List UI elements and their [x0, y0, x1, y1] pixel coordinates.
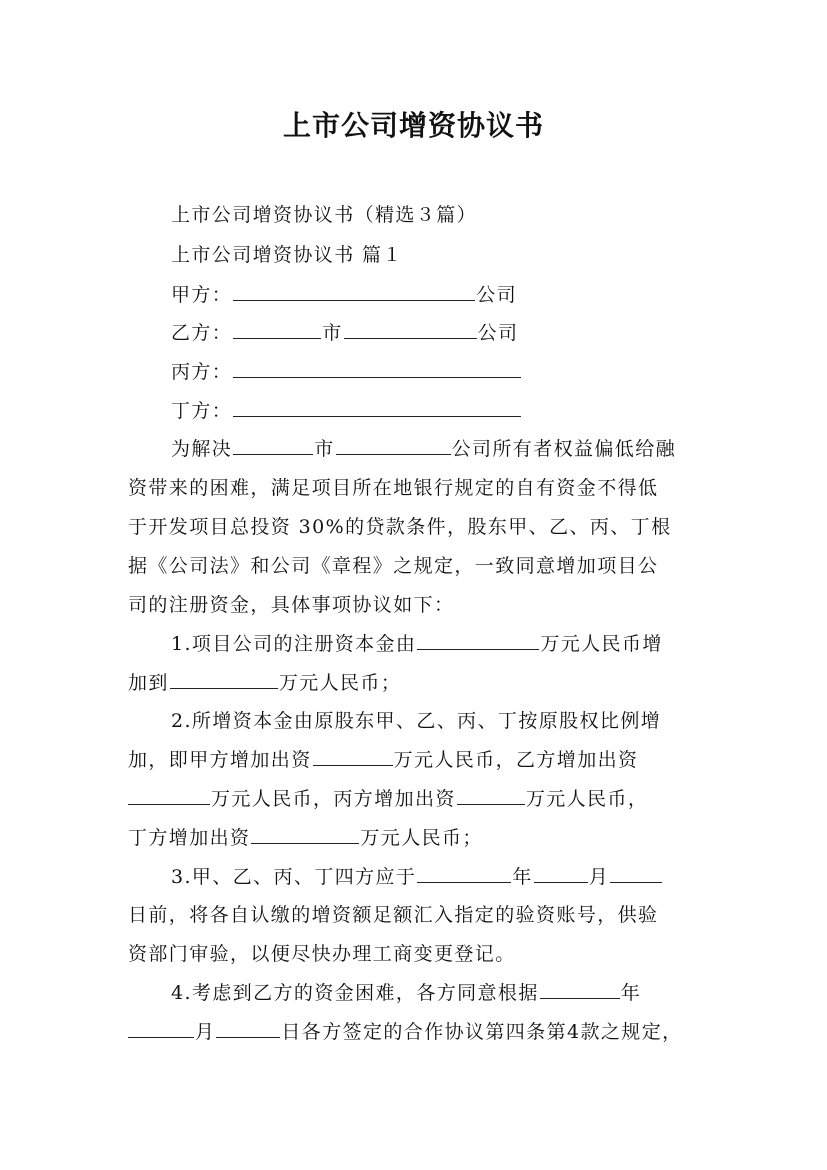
item-1-text-1a: 1.项目公司的注册资本金由: [171, 633, 417, 655]
subtitle-line: [171, 200, 746, 227]
party-b-city-blank: [233, 337, 321, 339]
item-4-day-blank: [216, 1036, 280, 1038]
intro-text-1a: 为解决: [171, 438, 233, 460]
party-b-mid: 市: [322, 322, 343, 344]
item-1-text-2b: 万元人民币；: [278, 672, 402, 694]
item-2-line-2: [128, 745, 703, 772]
item-3-text-1c: 月: [588, 866, 610, 888]
item-2-line-1: 2.所增资本金由原股东甲、乙、丙、丁按原股权比例增: [171, 710, 662, 732]
item-2-party-a-blank: [313, 764, 393, 766]
item-2-text-2b: 万元人民币，乙方增加出资: [393, 749, 639, 771]
item-2-text-3b: 万元人民币，: [525, 788, 649, 810]
item-3-month-blank: [534, 881, 588, 883]
item-1-line-1: [171, 629, 746, 656]
item-3-line-1: [171, 862, 746, 889]
intro-line-3: 于开发项目总投资 30%的贷款条件，股东甲、乙、丙、丁根: [128, 516, 672, 538]
party-c-label: 丙方：: [171, 361, 233, 383]
item-2-text-4a: 丁方增加出资: [128, 827, 251, 849]
party-c-line: [171, 357, 746, 384]
party-d-line: [171, 396, 746, 423]
item-3-year-blank: [417, 881, 511, 883]
party-a-blank: [233, 299, 475, 301]
item-2-text-4b: 万元人民币；: [360, 827, 483, 849]
item-2-line-3: [128, 784, 703, 811]
section-heading: [171, 240, 746, 267]
party-b-suffix: 公司: [477, 322, 519, 344]
section-heading-text: 上市公司增资协议书 篇１: [171, 244, 403, 266]
item-1-line-2: [128, 668, 703, 695]
item-4-month-blank: [128, 1036, 194, 1038]
item-4-year-blank: [540, 997, 620, 999]
item-3-day-blank: [610, 881, 662, 883]
item-1-text-2a: 加到: [128, 672, 169, 694]
intro-text-1c: 公司所有者权益偏低给融: [451, 438, 677, 460]
item-3-line-2: 日前，将各自认缴的增资额足额汇入指定的验资账号，供验: [128, 904, 659, 926]
item-4-line-2: [128, 1017, 703, 1044]
item-4-text-2a: 月: [195, 1021, 216, 1043]
item-2-text-3a: 万元人民币，丙方增加出资: [211, 788, 456, 810]
item-4-line-1: [171, 978, 746, 1005]
party-a-suffix: 公司: [476, 284, 518, 306]
intro-line-5: 司的注册资金，具体事项协议如下：: [128, 594, 455, 616]
item-1-to-blank: [170, 687, 278, 689]
intro-company-blank: [336, 453, 451, 455]
intro-city-blank: [233, 453, 313, 455]
item-4-text-1b: 年: [620, 982, 642, 1004]
intro-text-1b: 市: [314, 438, 335, 460]
item-3-text-1a: 3.甲、乙、丙、丁四方应于: [171, 866, 417, 888]
intro-line-2: 资带来的困难，满足项目所在地银行规定的自有资金不得低: [128, 477, 659, 499]
item-4-text-2b: 日各方签定的合作协议第四条第4款之规定，: [281, 1021, 683, 1043]
item-4-text-1a: 4.考虑到乙方的资金困难，各方同意根据: [171, 982, 539, 1004]
item-2-party-c-blank: [457, 803, 525, 805]
document-title: 上市公司增资协议书: [282, 109, 544, 142]
item-2-text-2a: 加，即甲方增加出资: [128, 749, 312, 771]
party-a-label: 甲方：: [171, 284, 233, 306]
party-a-line: [171, 280, 746, 307]
party-d-label: 丁方：: [171, 400, 233, 422]
intro-line-1: [171, 434, 746, 461]
party-b-line: [171, 318, 746, 345]
party-d-blank: [233, 415, 521, 417]
item-1-from-blank: [417, 648, 539, 650]
item-2-line-4: [128, 823, 703, 850]
subtitle-text: 上市公司增资协议书（精选３篇）: [171, 204, 478, 226]
item-2-party-b-blank: [128, 803, 210, 805]
party-b-company-blank: [344, 337, 477, 339]
item-3-line-3: 资部门审验，以便尽快办理工商变更登记。: [128, 943, 516, 965]
intro-line-4: 据《公司法》和公司《章程》之规定，一致同意增加项目公: [128, 555, 659, 577]
party-b-label: 乙方：: [171, 322, 233, 344]
party-c-blank: [233, 376, 521, 378]
item-3-text-1b: 年: [512, 866, 533, 888]
item-2-party-d-blank: [251, 842, 359, 844]
item-1-text-1b: 万元人民币增: [540, 633, 663, 655]
